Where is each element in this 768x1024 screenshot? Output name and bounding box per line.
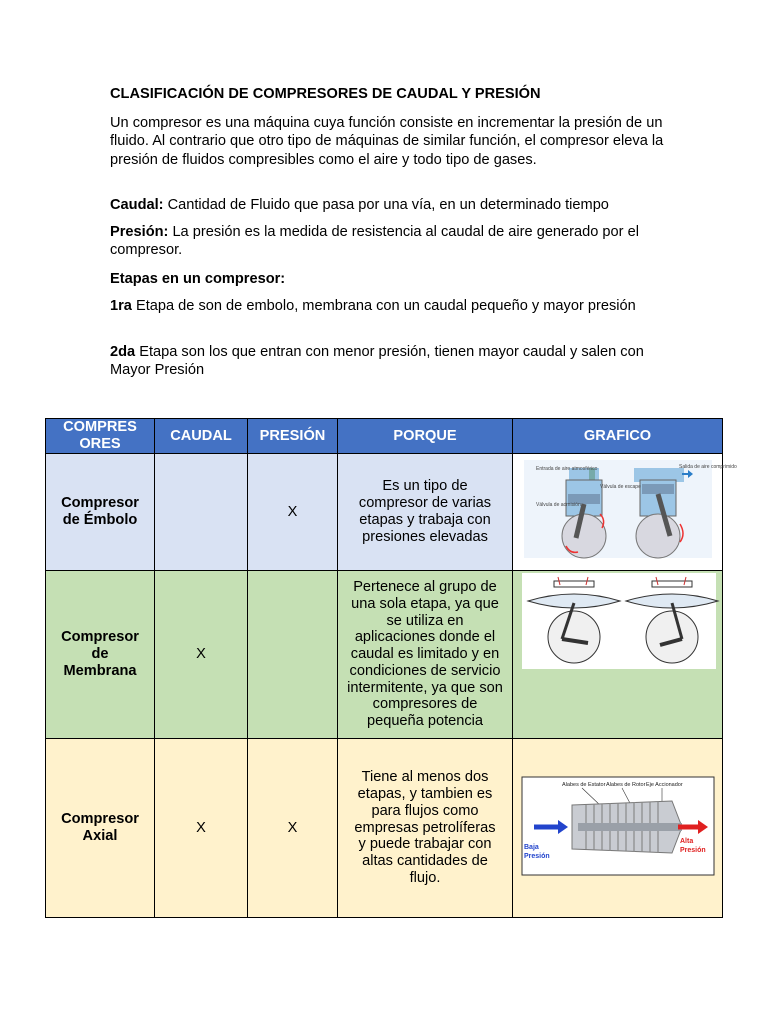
svg-text:Entrada de aire atmosférico: Entrada de aire atmosférico xyxy=(535,465,597,472)
etapa-2-label: 2da xyxy=(110,344,136,360)
svg-text:Presión: Presión xyxy=(679,846,706,854)
row-presion: X xyxy=(248,739,338,918)
row-presion: X xyxy=(248,454,338,571)
embolo-diagram xyxy=(514,458,737,562)
grafico-embolo xyxy=(513,454,737,571)
svg-text:Alabes de Rotor: Alabes de Rotor xyxy=(605,781,645,788)
row-porque: Tiene al menos dos etapas, y tambien es para flujos como empresas petrolíferas y puede trabajar con altas cantidades de flujo. xyxy=(338,739,513,918)
svg-text:Salida de aire comprimido: Salida de aire comprimido xyxy=(678,463,737,470)
header-presion: PRESIÓN xyxy=(248,419,338,454)
etapa-2-text: Etapa son los que entran con menor presión, tienen mayor caudal y salen con Mayor Presión xyxy=(110,344,644,379)
membrana-diagram xyxy=(514,573,722,671)
svg-text:Presión: Presión xyxy=(523,852,550,860)
axial-diagram xyxy=(522,777,714,875)
row-name: Compresor de Émbolo xyxy=(46,454,155,571)
etapa-2 xyxy=(110,343,670,380)
header-porque: PORQUE xyxy=(338,419,513,454)
intro-paragraph: Un compresor es una máquina cuya función consiste en incrementar la presión de un fluido. Al contrario que otro tipo de máquinas de similar función, el compresor eleva la presión de fluidos compresibles como el aire y todo tipo de gases. xyxy=(110,115,664,168)
row-caudal: X xyxy=(155,739,248,918)
table-row xyxy=(46,454,723,571)
table-row xyxy=(46,739,723,918)
caudal-text: Cantidad de Fluido que pasa por una vía, en un determinado tiempo xyxy=(163,197,609,213)
row-caudal: X xyxy=(155,571,248,739)
header-compresores: COMPRESORES xyxy=(46,419,155,454)
header-caudal: CAUDAL xyxy=(155,419,248,454)
svg-text:Válvula de admisión: Válvula de admisión xyxy=(535,501,581,508)
svg-text:Válvula de escape: Válvula de escape xyxy=(599,483,641,490)
svg-text:Alabes de Estator: Alabes de Estator xyxy=(561,781,605,788)
etapa-1-label: 1ra xyxy=(110,298,132,314)
caudal-label: Caudal: xyxy=(110,197,164,213)
svg-text:Alta: Alta xyxy=(679,837,693,845)
svg-text:Baja: Baja xyxy=(523,843,539,851)
row-caudal xyxy=(155,454,248,571)
header-grafico: GRAFICO xyxy=(513,419,723,454)
row-name: Compresor Axial xyxy=(46,739,155,918)
presion-label: Presión: xyxy=(110,224,169,240)
grafico-axial xyxy=(513,739,723,918)
caudal-definition xyxy=(110,196,670,214)
grafico-membrana xyxy=(513,571,723,739)
row-porque: Pertenece al grupo de una sola etapa, ya que se utiliza en aplicaciones donde el caudal es limitado y en condiciones de servicio intermitente, ya que son compresores de pequeña potencia xyxy=(338,571,513,739)
compressor-table xyxy=(45,418,737,918)
document-title: CLASIFICACIÓN DE COMPRESORES DE CAUDAL Y PRESIÓN xyxy=(110,86,541,102)
presion-text: La presión es la medida de resistencia al caudal de aire generado por el compresor. xyxy=(110,224,639,259)
etapa-1 xyxy=(110,297,670,315)
row-presion xyxy=(248,571,338,739)
table-row xyxy=(46,571,723,739)
row-name: Compresor de Membrana xyxy=(46,571,155,739)
table-header-row xyxy=(46,419,723,454)
svg-text:Eje Accionador: Eje Accionador xyxy=(645,781,683,788)
etapas-heading: Etapas en un compresor: xyxy=(110,271,286,287)
presion-definition xyxy=(110,223,670,260)
row-porque: Es un tipo de compresor de varias etapas y trabaja con presiones elevadas xyxy=(338,454,513,571)
etapa-1-text: Etapa de son de embolo, membrana con un caudal pequeño y mayor presión xyxy=(131,298,636,314)
